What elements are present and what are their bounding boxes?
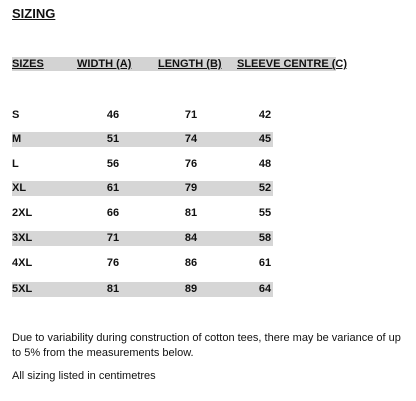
table-row — [12, 282, 273, 297]
length-cell: 89 — [184, 283, 198, 295]
variability-note: Due to variability during construction of cotton tees, there may be variance of up to 5% from the measurements below. — [12, 332, 401, 359]
length-cell: 71 — [184, 109, 198, 121]
size-cell: M — [12, 133, 22, 145]
size-cell: 5XL — [12, 283, 33, 295]
sleeve-cell: 48 — [258, 158, 272, 170]
length-cell: 74 — [184, 133, 198, 145]
sleeve-cell: 42 — [258, 109, 272, 121]
table-row — [12, 231, 273, 246]
width-cell: 66 — [106, 207, 120, 219]
width-cell: 76 — [106, 257, 120, 269]
size-cell: L — [12, 158, 19, 170]
table-row — [12, 181, 273, 196]
length-cell: 76 — [184, 158, 198, 170]
header-width: WIDTH (A) — [77, 58, 132, 70]
width-cell: 51 — [106, 133, 120, 145]
length-cell: 84 — [184, 232, 198, 244]
length-cell: 86 — [184, 257, 198, 269]
header-sleeve-centre: SLEEVE CENTRE (C) — [237, 58, 348, 70]
sleeve-cell: 45 — [258, 133, 272, 145]
size-cell: 4XL — [12, 257, 33, 269]
page-title: SIZING — [12, 6, 56, 21]
width-cell: 71 — [106, 232, 120, 244]
length-cell: 81 — [184, 207, 198, 219]
header-length: LENGTH (B) — [158, 58, 222, 70]
sleeve-cell: 58 — [258, 232, 272, 244]
size-cell: 3XL — [12, 232, 33, 244]
table-row — [12, 206, 273, 221]
width-cell: 56 — [106, 158, 120, 170]
table-header — [12, 57, 348, 71]
size-cell: 2XL — [12, 207, 33, 219]
size-cell: S — [12, 109, 20, 121]
table-row — [12, 132, 273, 147]
sleeve-cell: 55 — [258, 207, 272, 219]
units-note: All sizing listed in centimetres — [12, 370, 156, 382]
table-row — [12, 256, 273, 271]
width-cell: 81 — [106, 283, 120, 295]
width-cell: 61 — [106, 182, 120, 194]
sleeve-cell: 52 — [258, 182, 272, 194]
sleeve-cell: 64 — [258, 283, 272, 295]
size-cell: XL — [12, 182, 27, 194]
header-sizes: SIZES — [12, 58, 44, 70]
table-row — [12, 157, 273, 172]
sleeve-cell: 61 — [258, 257, 272, 269]
table-row — [12, 108, 273, 123]
width-cell: 46 — [106, 109, 120, 121]
length-cell: 79 — [184, 182, 198, 194]
